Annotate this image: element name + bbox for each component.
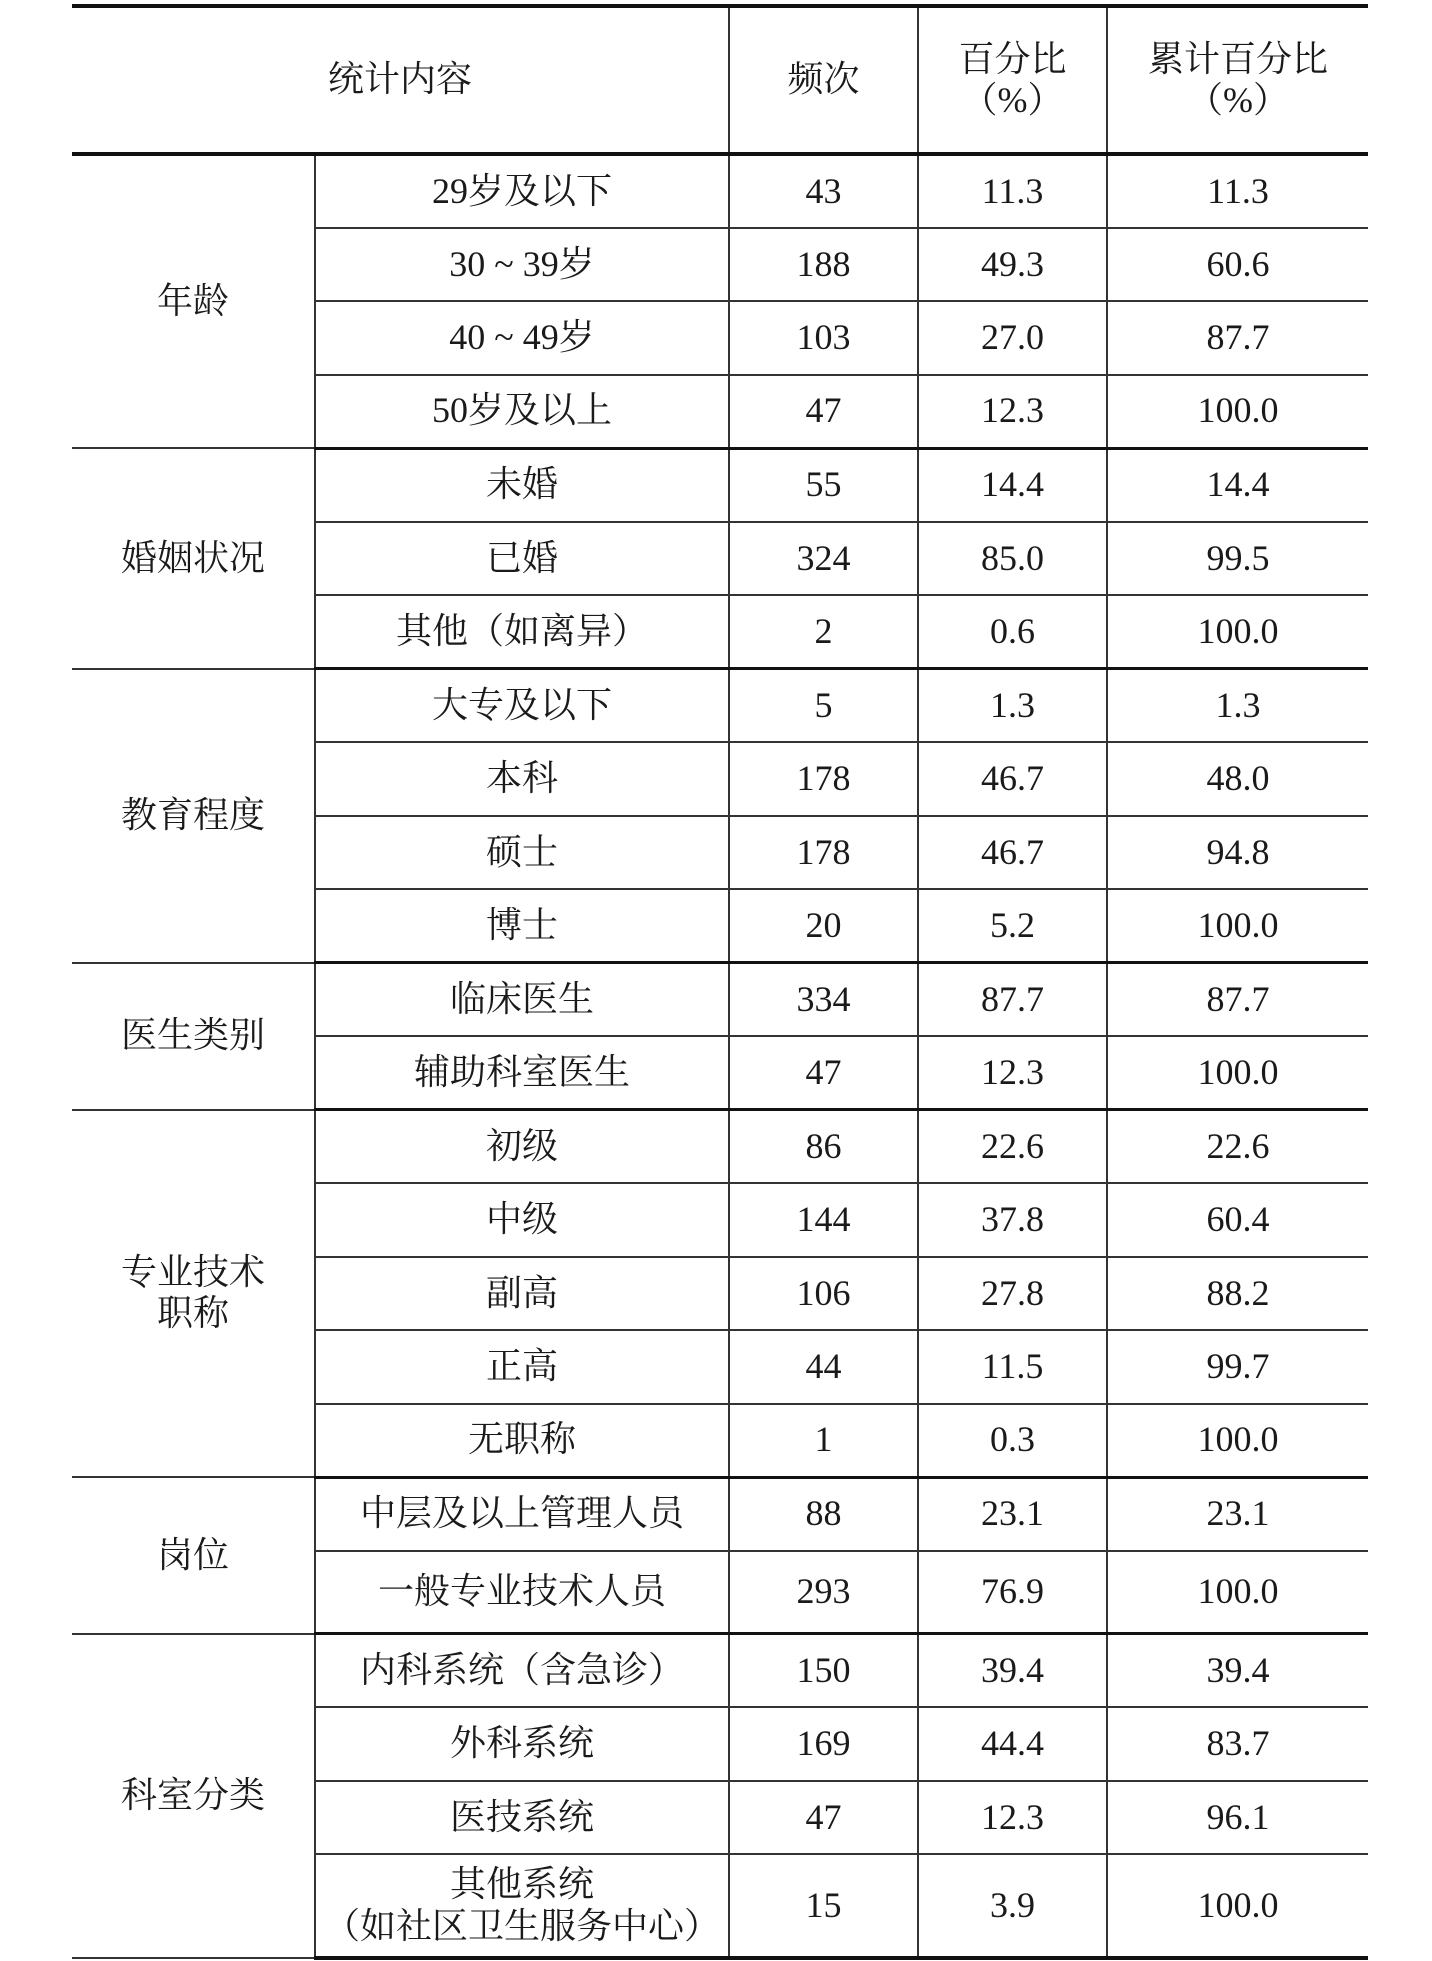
item-cell: 硕士: [315, 816, 729, 890]
percent-cell: 0.6: [918, 595, 1107, 669]
frequency-cell: 334: [729, 963, 918, 1037]
cumulative-cell: 48.0: [1107, 742, 1368, 816]
percent-cell: 12.3: [918, 1036, 1107, 1110]
header-cumulative-percent: [1107, 6, 1368, 154]
frequency-cell: 106: [729, 1257, 918, 1331]
cumulative-cell: 83.7: [1107, 1707, 1368, 1781]
item-cell: 未婚: [315, 448, 729, 522]
percent-cell: 37.8: [918, 1183, 1107, 1257]
demographics-table: [72, 4, 1368, 1960]
percent-cell: 1.3: [918, 669, 1107, 743]
frequency-cell: 324: [729, 522, 918, 596]
group-label-professional-title: [72, 1110, 315, 1478]
cumulative-cell: 99.5: [1107, 522, 1368, 596]
percent-cell: 0.3: [918, 1404, 1107, 1478]
group-label-age: 年龄: [72, 154, 315, 448]
item-cell: 博士: [315, 889, 729, 963]
table-row: [72, 448, 1368, 522]
cumulative-cell: 22.6: [1107, 1110, 1368, 1184]
cumulative-cell: 87.7: [1107, 301, 1368, 375]
percent-cell: 46.7: [918, 742, 1107, 816]
table-row: [72, 1477, 1368, 1551]
cumulative-cell: 100.0: [1107, 1551, 1368, 1634]
frequency-cell: 47: [729, 1781, 918, 1855]
percent-cell: 49.3: [918, 228, 1107, 302]
frequency-cell: 47: [729, 375, 918, 449]
frequency-cell: 293: [729, 1551, 918, 1634]
table-row: [72, 963, 1368, 1037]
frequency-cell: 55: [729, 448, 918, 522]
frequency-cell: 178: [729, 742, 918, 816]
table-header-row: [72, 6, 1368, 154]
percent-cell: 46.7: [918, 816, 1107, 890]
item-cell: 正高: [315, 1330, 729, 1404]
percent-cell: 39.4: [918, 1634, 1107, 1708]
group-label-marital-status: 婚姻状况: [72, 448, 315, 669]
frequency-cell: 103: [729, 301, 918, 375]
item-cell: 40 ~ 49岁: [315, 301, 729, 375]
frequency-cell: 15: [729, 1854, 918, 1958]
cumulative-cell: 23.1: [1107, 1477, 1368, 1551]
header-cumulative-label: 累计百分比: [1148, 38, 1329, 79]
frequency-cell: 44: [729, 1330, 918, 1404]
item-cell: 其他（如离异）: [315, 595, 729, 669]
percent-cell: 27.0: [918, 301, 1107, 375]
item-cell: 30 ~ 39岁: [315, 228, 729, 302]
item-cell: 大专及以下: [315, 669, 729, 743]
item-cell: 内科系统（含急诊）: [315, 1634, 729, 1708]
percent-cell: 22.6: [918, 1110, 1107, 1184]
cumulative-cell: 39.4: [1107, 1634, 1368, 1708]
percent-cell: 11.3: [918, 154, 1107, 228]
item-cell: [315, 1854, 729, 1958]
frequency-cell: 188: [729, 228, 918, 302]
percent-cell: 44.4: [918, 1707, 1107, 1781]
table-row: [72, 154, 1368, 228]
item-cell: 初级: [315, 1110, 729, 1184]
header-frequency: 频次: [729, 6, 918, 154]
item-cell: 一般专业技术人员: [315, 1551, 729, 1634]
percent-cell: 3.9: [918, 1854, 1107, 1958]
frequency-cell: 88: [729, 1477, 918, 1551]
cumulative-cell: 87.7: [1107, 963, 1368, 1037]
item-cell: 本科: [315, 742, 729, 816]
cumulative-cell: 100.0: [1107, 1404, 1368, 1478]
frequency-cell: 86: [729, 1110, 918, 1184]
cumulative-cell: 100.0: [1107, 375, 1368, 449]
frequency-cell: 144: [729, 1183, 918, 1257]
item-line1: 其他系统: [450, 1864, 595, 1905]
cumulative-cell: 88.2: [1107, 1257, 1368, 1331]
percent-cell: 23.1: [918, 1477, 1107, 1551]
cumulative-cell: 100.0: [1107, 889, 1368, 963]
header-stat-content: 统计内容: [72, 6, 729, 154]
frequency-cell: 169: [729, 1707, 918, 1781]
percent-cell: 12.3: [918, 1781, 1107, 1855]
cumulative-cell: 100.0: [1107, 1036, 1368, 1110]
cumulative-cell: 94.8: [1107, 816, 1368, 890]
cumulative-cell: 14.4: [1107, 448, 1368, 522]
frequency-cell: 2: [729, 595, 918, 669]
frequency-cell: 178: [729, 816, 918, 890]
frequency-cell: 5: [729, 669, 918, 743]
cumulative-cell: 100.0: [1107, 595, 1368, 669]
percent-cell: 5.2: [918, 889, 1107, 963]
group-label-doctor-type: 医生类别: [72, 963, 315, 1110]
group-label-line1: 专业技术: [120, 1251, 265, 1292]
item-cell: 中级: [315, 1183, 729, 1257]
cumulative-cell: 60.6: [1107, 228, 1368, 302]
percent-cell: 11.5: [918, 1330, 1107, 1404]
header-percent: [918, 6, 1107, 154]
item-cell: 中层及以上管理人员: [315, 1477, 729, 1551]
cumulative-cell: 100.0: [1107, 1854, 1368, 1958]
group-label-department: 科室分类: [72, 1634, 315, 1959]
item-cell: 50岁及以上: [315, 375, 729, 449]
table-row: [72, 1634, 1368, 1708]
group-label-education: 教育程度: [72, 669, 315, 963]
percent-cell: 12.3: [918, 375, 1107, 449]
cumulative-cell: 60.4: [1107, 1183, 1368, 1257]
header-cumulative-unit: （%）: [1187, 80, 1290, 120]
item-cell: 辅助科室医生: [315, 1036, 729, 1110]
header-percent-unit: （%）: [961, 80, 1064, 120]
item-cell: 29岁及以下: [315, 154, 729, 228]
cumulative-cell: 11.3: [1107, 154, 1368, 228]
table-row: [72, 669, 1368, 743]
frequency-cell: 20: [729, 889, 918, 963]
frequency-cell: 1: [729, 1404, 918, 1478]
frequency-cell: 43: [729, 154, 918, 228]
percent-cell: 76.9: [918, 1551, 1107, 1634]
frequency-cell: 150: [729, 1634, 918, 1708]
item-cell: 已婚: [315, 522, 729, 596]
item-line2: （如社区卫生服务中心）: [324, 1905, 721, 1946]
percent-cell: 27.8: [918, 1257, 1107, 1331]
percent-cell: 85.0: [918, 522, 1107, 596]
item-cell: 临床医生: [315, 963, 729, 1037]
cumulative-cell: 1.3: [1107, 669, 1368, 743]
item-cell: 无职称: [315, 1404, 729, 1478]
cumulative-cell: 99.7: [1107, 1330, 1368, 1404]
percent-cell: 87.7: [918, 963, 1107, 1037]
item-cell: 医技系统: [315, 1781, 729, 1855]
percent-cell: 14.4: [918, 448, 1107, 522]
cumulative-cell: 96.1: [1107, 1781, 1368, 1855]
item-cell: 副高: [315, 1257, 729, 1331]
item-cell: 外科系统: [315, 1707, 729, 1781]
header-percent-label: 百分比: [958, 38, 1067, 79]
group-label-position: 岗位: [72, 1477, 315, 1634]
group-label-line2: 职称: [156, 1293, 229, 1334]
statistics-table-page: [72, 4, 1368, 1960]
table-row: [72, 1110, 1368, 1184]
frequency-cell: 47: [729, 1036, 918, 1110]
